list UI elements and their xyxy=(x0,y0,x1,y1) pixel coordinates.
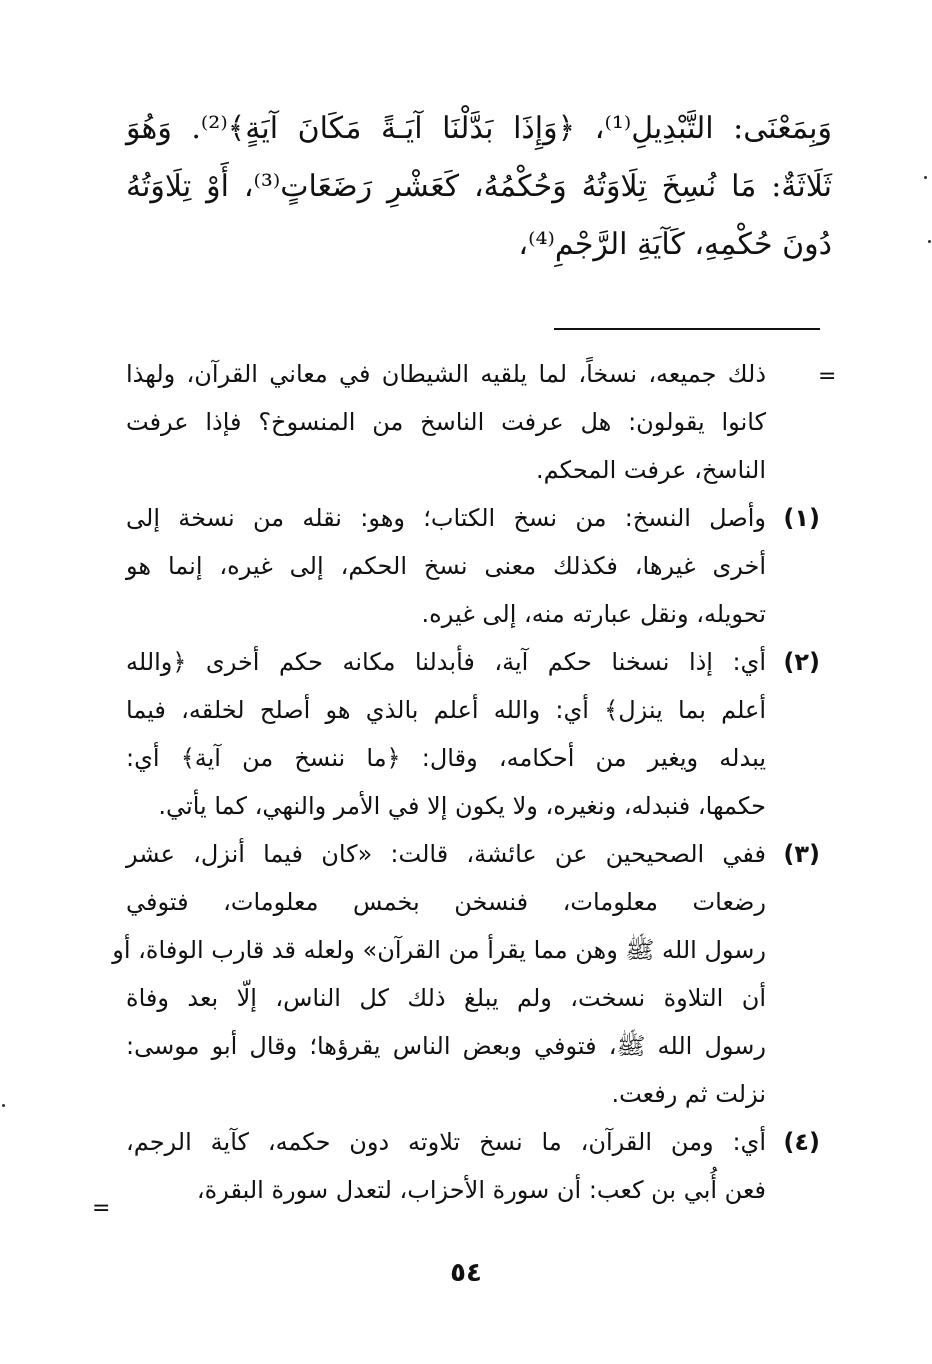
footnote-3 xyxy=(112,830,820,1118)
scan-mark xyxy=(928,240,931,243)
main-text-line: ثَلَاثَةٌ: مَا نُسِخَ تِلَاوَتُهُ وَحُكْمُهُ، كَعَشْرِ رَضَعَاتٍ⁽³⁾، أَوْ تِلَاوَتُهُ xyxy=(126,169,832,204)
footnote-line: يبدله ويغير من أحكامه، وقال: ﴿ما ننسخ من آية﴾ أي: xyxy=(126,744,766,772)
footnote-line: أي: إذا نسخنا حكم آية، فأبدلنا مكانه حكم أخرى ﴿والله xyxy=(126,648,766,676)
continuation-mark-start: = xyxy=(818,364,837,389)
footnote-line: ذلك جميعه، نسخاً، لما يلقيه الشيطان في معاني القرآن، ولهذا xyxy=(126,360,766,388)
scan-mark xyxy=(2,1104,5,1107)
footnote-line: أخرى غيرها، فكذلك معنى نسخ الحكم، إلى غيره، إنما هو xyxy=(126,552,766,580)
footnote-number: (٢) xyxy=(783,648,820,676)
footnote-line: أن التلاوة نسخت، ولم يبلغ ذلك كل الناس، إلّا بعد وفاة xyxy=(126,984,766,1012)
footnote-line: أي: ومن القرآن، ما نسخ تلاوته دون حكمه، كآية الرجم، xyxy=(126,1128,766,1156)
footnote-number: (٤) xyxy=(783,1128,820,1156)
footnote-4 xyxy=(126,1118,820,1214)
footnote-line: تحويله، ونقل عبارته منه، إلى غيره. xyxy=(421,600,766,628)
continuation-mark-end: = xyxy=(92,1196,111,1221)
main-text-line: دُونَ حُكْمِهِ، كَآيَةِ الرَّجْمِ⁽⁴⁾، xyxy=(518,227,832,262)
footnote-continuation xyxy=(126,350,820,494)
footnote-line: ففي الصحيحين عن عائشة، قالت: «كان فيما أنزل، عشر xyxy=(126,840,766,868)
main-text-line: وَبِمَعْنَى: التَّبْدِيلِ⁽¹⁾، ﴿وَإِذَا بَدَّلْنَا آيَـةً مَكَانَ آيَةٍ﴾⁽²⁾. وَهُوَ xyxy=(126,111,832,146)
footnote-line: رضعات معلومات، فنسخن بخمس معلومات، فتوفي xyxy=(126,888,766,916)
footnote-number: (١) xyxy=(783,504,820,532)
footnote-line: حكمها، فنبدله، ونغيره، ولا يكون إلا في الأمر والنهي، كما يأتي. xyxy=(158,792,766,820)
main-text xyxy=(126,100,832,274)
scan-mark xyxy=(924,176,927,179)
footnote-line: الناسخ، عرفت المحكم. xyxy=(536,456,766,484)
footnotes xyxy=(112,350,820,1214)
footnote-line: كانوا يقولون: هل عرفت الناسخ من المنسوخ؟ فإذا عرفت xyxy=(126,408,766,436)
footnote-number: (٣) xyxy=(783,840,820,868)
footnote-line: رسول الله ﷺ وهن مما يقرأ من القرآن» ولعله قد قارب الوفاة، أو xyxy=(112,936,766,964)
footnote-2 xyxy=(126,638,820,830)
footnote-line: رسول الله ﷺ، فتوفي وبعض الناس يقرؤها؛ وقال أبو موسى: xyxy=(126,1032,766,1060)
footnote-separator xyxy=(554,328,820,330)
footnote-line: نزلت ثم رفعت. xyxy=(611,1080,766,1108)
footnote-line: أعلم بما ينزل﴾ أي: والله أعلم بالذي هو أصلح لخلقه، فيما xyxy=(126,696,766,724)
footnote-line: وأصل النسخ: من نسخ الكتاب؛ وهو: نقله من نسخة إلى xyxy=(126,504,766,532)
footnote-line: فعن أُبي بن كعب: أن سورة الأحزاب، لتعدل سورة البقرة، xyxy=(196,1176,766,1204)
footnote-1 xyxy=(126,494,820,638)
page-number: ٥٤ xyxy=(450,1258,482,1288)
